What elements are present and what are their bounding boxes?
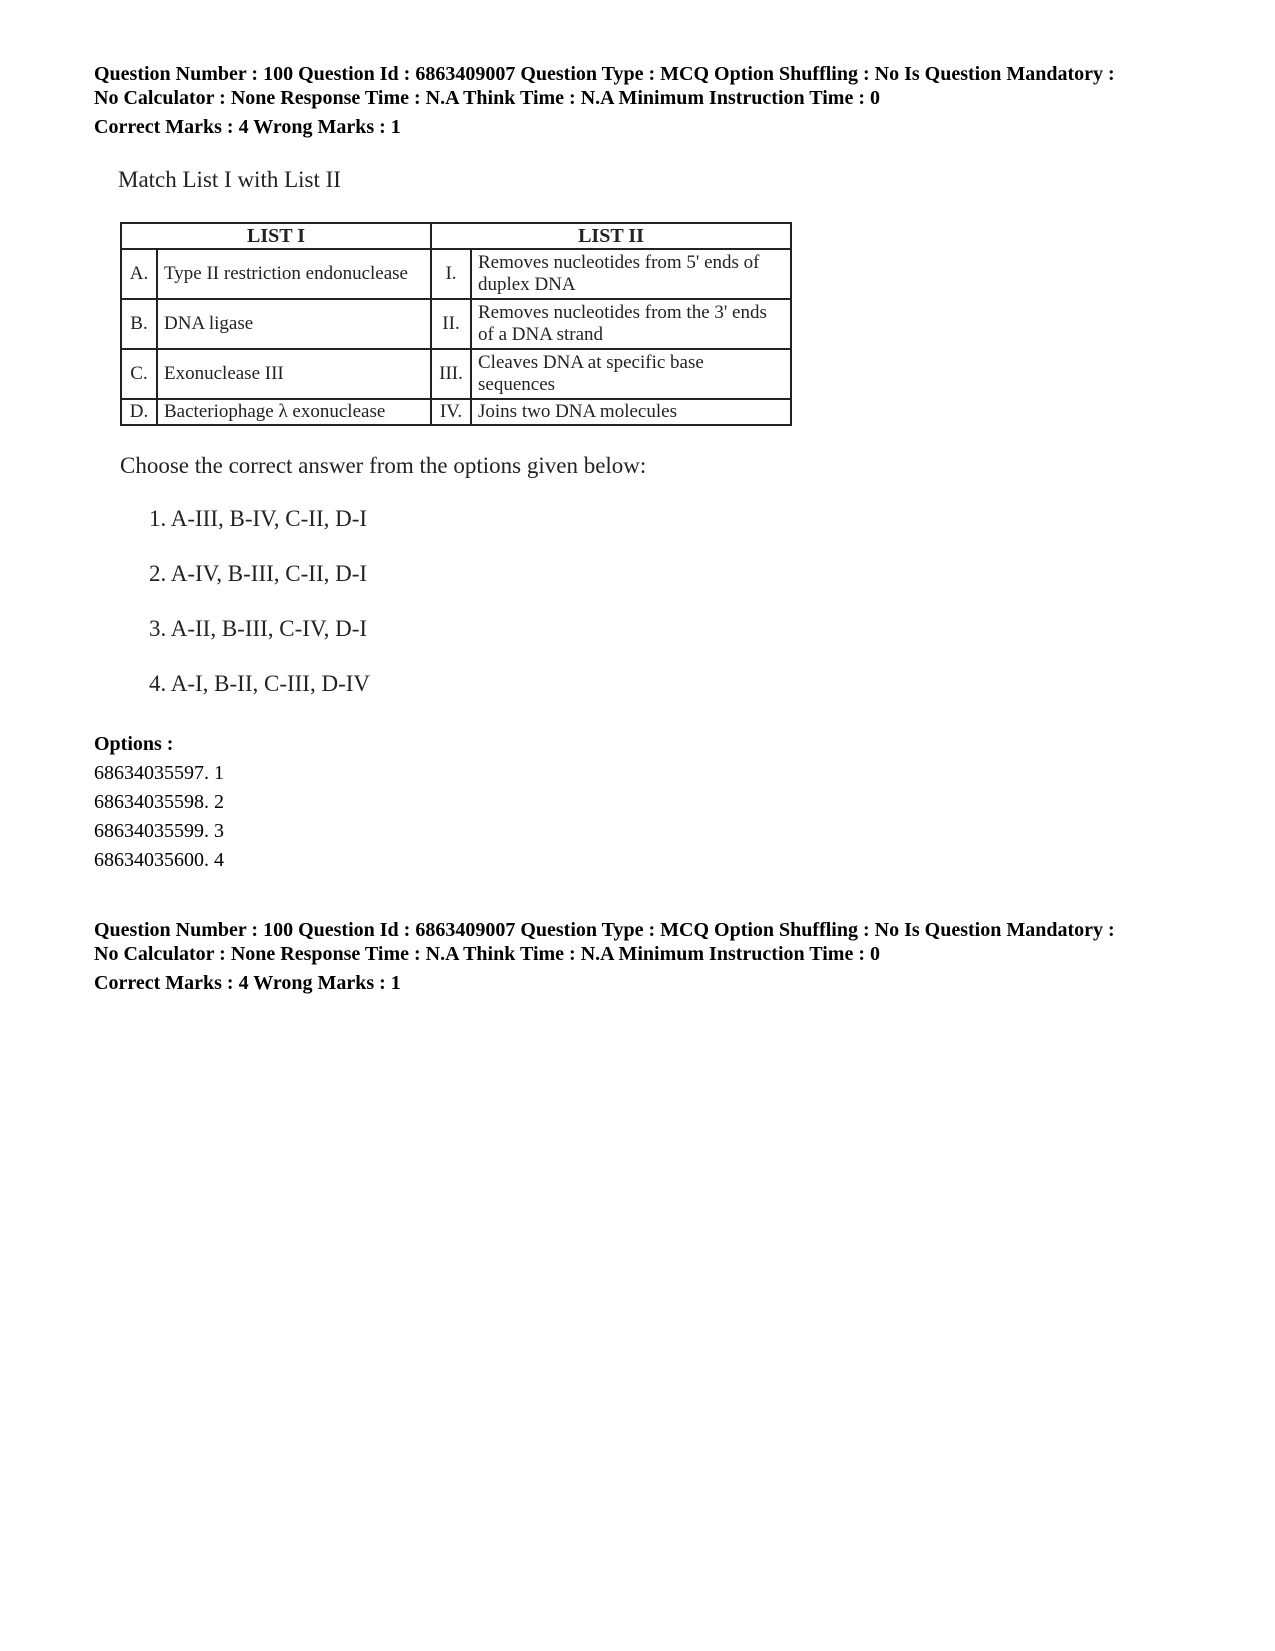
list2-item: Cleaves DNA at specific base sequences: [471, 349, 791, 399]
answer-choice-4: 4. A-I, B-II, C-III, D-IV: [149, 671, 370, 696]
question-meta-header: [94, 62, 1214, 139]
meta-line-1: Question Number : 100 Question Id : 6863409007 Question Type : MCQ Option Shuffling : No Is Question Mandatory :: [94, 63, 1115, 85]
row-roman: III.: [431, 349, 471, 399]
list2-item: Joins two DNA molecules: [471, 399, 791, 425]
answer-choice-3: 3. A-II, B-III, C-IV, D-I: [149, 616, 368, 641]
list2-item: Removes nucleotides from the 3' ends of a DNA strand: [471, 299, 791, 349]
list1-header: LIST I: [121, 223, 431, 249]
row-roman: IV.: [431, 399, 471, 425]
marks-line: Correct Marks : 4 Wrong Marks : 1: [94, 972, 401, 994]
row-roman: I.: [431, 249, 471, 299]
option-id-4: 68634035600. 4: [94, 849, 224, 871]
table-row: [121, 249, 791, 299]
options-label: Options :: [94, 733, 174, 755]
meta-line-2: No Calculator : None Response Time : N.A Think Time : N.A Minimum Instruction Time : 0: [94, 87, 880, 109]
choose-instruction: Choose the correct answer from the options given below:: [120, 453, 647, 478]
row-letter: C.: [121, 349, 157, 399]
list1-item: Exonuclease III: [157, 349, 431, 399]
options-list: [94, 730, 224, 875]
answer-choice-2: 2. A-IV, B-III, C-II, D-I: [149, 561, 368, 586]
row-letter: B.: [121, 299, 157, 349]
option-id-1: 68634035597. 1: [94, 762, 224, 784]
list1-item: Type II restriction endonuclease: [157, 249, 431, 299]
option-id-3: 68634035599. 3: [94, 820, 224, 842]
meta-line-1: Question Number : 100 Question Id : 6863409007 Question Type : MCQ Option Shuffling : No Is Question Mandatory :: [94, 919, 1115, 941]
table-row: [121, 299, 791, 349]
answer-choices: [149, 505, 370, 725]
row-letter: D.: [121, 399, 157, 425]
question-title: Match List I with List II: [118, 167, 341, 192]
row-letter: A.: [121, 249, 157, 299]
table-row: [121, 349, 791, 399]
list1-item: DNA ligase: [157, 299, 431, 349]
table-row: [121, 399, 791, 425]
table-header-row: [121, 223, 791, 249]
marks-line: Correct Marks : 4 Wrong Marks : 1: [94, 116, 401, 138]
match-table: [120, 222, 792, 426]
question-body: [118, 166, 818, 696]
list2-header: LIST II: [431, 223, 791, 249]
list2-item: Removes nucleotides from 5' ends of duplex DNA: [471, 249, 791, 299]
list1-item: Bacteriophage λ exonuclease: [157, 399, 431, 425]
row-roman: II.: [431, 299, 471, 349]
answer-choice-1: 1. A-III, B-IV, C-II, D-I: [149, 506, 368, 531]
question-meta-footer: [94, 918, 1214, 995]
meta-line-2: No Calculator : None Response Time : N.A Think Time : N.A Minimum Instruction Time : 0: [94, 943, 880, 965]
option-id-2: 68634035598. 2: [94, 791, 224, 813]
